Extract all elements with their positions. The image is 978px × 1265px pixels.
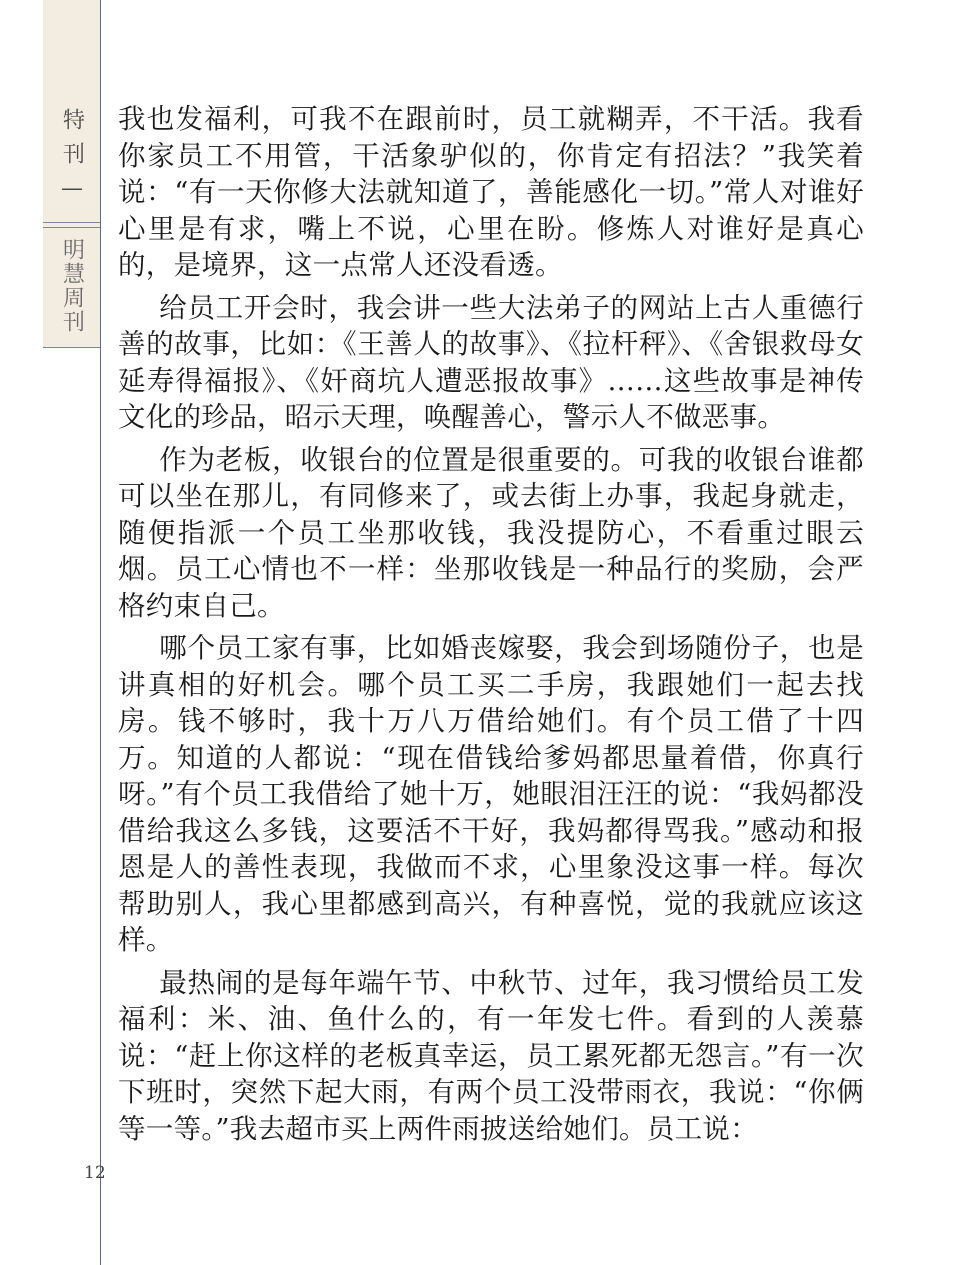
article-body bbox=[118, 101, 864, 1153]
section-label: 特刊— bbox=[59, 108, 85, 213]
paragraph: 我也发福利，可我不在跟前时，员工就糊弄，不干活。我看你家员工不用管，干活象驴似的，你肯定有招法？”我笑着说：“有一天你修大法就知道了，善能感化一切。”常人对谁好心里是有求，嘴上不说，心里在盼。修炼人对谁好是真心的，是境界，这一点常人还没看透。 bbox=[118, 103, 864, 281]
page-number: 12 bbox=[84, 1163, 106, 1183]
publication-label: 明慧周刊 bbox=[59, 238, 85, 334]
paragraph: 作为老板，收银台的位置是很重要的。可我的收银台谁都可以坐在那儿，有同修来了，或去街上办事，我起身就走，随便指派一个员工坐那收钱，我没提防心，不看重过眼云烟。员工心情也不一样：坐那收钱是一种品行的奖励，会严格约束自己。 bbox=[118, 443, 864, 622]
tab-divider-line bbox=[43, 227, 100, 228]
tab-bottom-line bbox=[43, 347, 100, 348]
tab-divider-line bbox=[43, 222, 100, 223]
paragraph: 给员工开会时，我会讲一些大法弟子的网站上古人重德行善的故事，比如：《王善人的故事》、《拉杆秤》、《舍银救母女延寿得福报》、《奸商坑人遭恶报故事》……这些故事是神传文化的珍品，昭示天理，唤醒善心，警示人不做恶事。 bbox=[118, 291, 864, 433]
paragraph: 哪个员工家有事，比如婚丧嫁娶，我会到场随份子，也是讲真相的好机会。哪个员工买二手房，我跟她们一起去找房。钱不够时，我十万八万借给她们。有个员工借了十四万。知道的人都说：“现在借钱给爹妈都思量着借，你真行呀。”有个员工我借给了她十万，她眼泪汪汪的说：“我妈都没借给我这么多钱，这要活不干好，我妈都得骂我。”感动和报恩是人的善性表现，我做而不求，心里象没这事一样。每次帮助别人，我心里都感到高兴，有种喜悦，觉的我就应该这样。 bbox=[118, 632, 864, 956]
paragraph: 最热闹的是每年端午节、中秋节、过年，我习惯给员工发福利：米、油、鱼什么的，有一年发七件。看到的人羡慕说：“赶上你这样的老板真幸运，员工累死都无怨言。”有一次下班时，突然下起大雨，有两个员工没带雨衣，我说：“你俩等一等。”我去超市买上两件雨披送给她们。员工说： bbox=[118, 966, 864, 1145]
